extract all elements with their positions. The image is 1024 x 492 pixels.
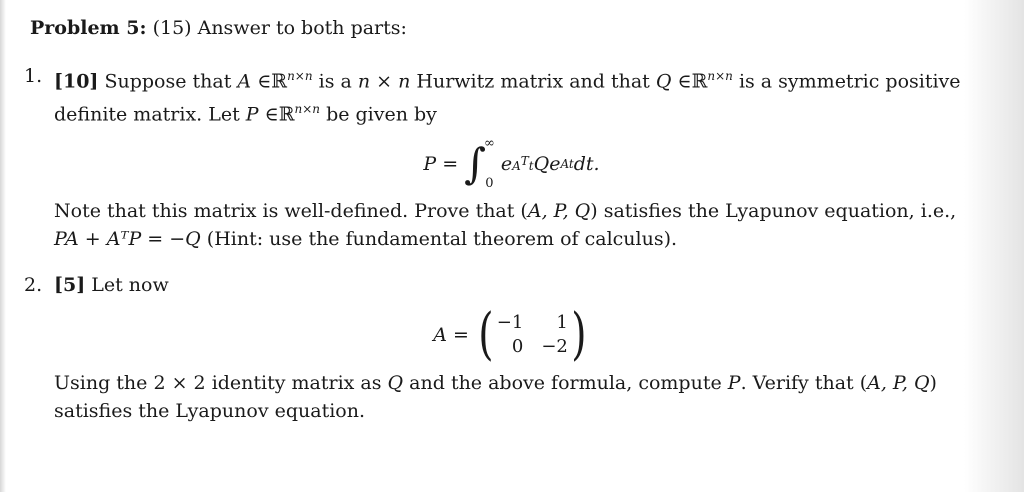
part-2-number: 2. [24, 273, 43, 296]
part-1-number: 1. [24, 65, 43, 87]
part-1-points: [10] [54, 70, 99, 93]
part-1-text: Hurwitz matrix and that [416, 70, 650, 93]
part-2 [24, 271, 969, 425]
matrix-equals: = [453, 323, 469, 346]
note-text: ) satisfies the Lyapunov equation, i.e., [590, 199, 957, 222]
math-dimension: n×n [294, 102, 321, 117]
right-page-shadow [964, 0, 1024, 492]
part-1 [24, 62, 969, 253]
math-a: A [237, 70, 252, 93]
note-tuple: A, P, Q [527, 199, 591, 222]
math-n-cross-n: n × n [357, 70, 411, 93]
math-dimension: n×n [287, 69, 313, 83]
part-1-text: is a [318, 70, 352, 93]
math-reals: ℝ [271, 70, 288, 93]
matrix-cell: 1 [556, 311, 568, 333]
part-2-text: Using the [54, 371, 148, 394]
matrix-cell: −1 [496, 311, 524, 333]
part-1-text: is a symmetric positive definite matrix. Let [54, 70, 961, 126]
part-1-text: Suppose that [104, 70, 232, 93]
matrix-a [475, 301, 590, 367]
exp-1-a: A [512, 159, 521, 174]
exp-base-2: e [549, 152, 561, 175]
problem-heading [30, 14, 969, 42]
formula-dt: dt. [573, 152, 600, 175]
formula-lhs: P [423, 152, 437, 175]
part-1-text: be given by [326, 103, 437, 126]
left-page-shadow [0, 0, 6, 492]
integral-upper-limit: ∞ [484, 135, 495, 151]
part-2-points: [5] [54, 273, 86, 296]
math-reals: ℝ [691, 70, 708, 93]
math-in: ∈ [264, 103, 279, 126]
math-dimension: n×n [707, 69, 733, 83]
hint-text: (Hint: use the fundamental theorem of calculus). [206, 227, 678, 250]
part-1-statement [54, 62, 969, 129]
part-1-note [54, 197, 969, 253]
lyapunov-equation: PA + AᵀP = −Q [54, 227, 201, 250]
matrix-cells [497, 312, 568, 358]
part-2-statement [54, 369, 969, 425]
integral-lower-limit: 0 [485, 175, 494, 191]
exp-2: At [560, 156, 574, 171]
math-p: P [727, 371, 741, 394]
part-2-text: ) satisfies the Lyapunov equation. [54, 371, 937, 422]
integral-expression [464, 137, 599, 191]
part-2-intro [54, 271, 969, 299]
problem-content [24, 14, 969, 425]
integral-formula [54, 137, 969, 191]
note-text: Note that this matrix is well-defined. Prove that ( [54, 199, 528, 222]
left-paren: ( [478, 301, 494, 367]
right-paren: ) [571, 301, 587, 367]
exp-1-t: t [528, 159, 534, 174]
math-q: Q [655, 70, 672, 93]
integral-limits [484, 137, 495, 191]
problem-instruction: (15) Answer to both parts: [152, 17, 407, 39]
problem-label: Problem 5: [30, 17, 147, 39]
matrix-definition [54, 301, 969, 367]
matrix-lhs: A [433, 323, 447, 346]
formula-q: Q [533, 152, 550, 175]
math-reals: ℝ [278, 103, 295, 126]
matrix-size: 2 × 2 [153, 371, 206, 394]
math-q: Q [387, 371, 404, 394]
math-in: ∈ [257, 70, 272, 93]
tuple-apq: A, P, Q [867, 371, 930, 394]
matrix-cell: −2 [541, 335, 568, 357]
exp-base-1: e [500, 152, 513, 175]
math-in: ∈ [677, 70, 692, 93]
math-p: P [245, 103, 259, 126]
part-2-text: . Verify that ( [740, 371, 868, 394]
transpose-symbol: T [520, 154, 529, 169]
part-2-text: and the above formula, compute [409, 371, 722, 394]
formula-equals: = [442, 152, 459, 175]
part-2-text: identity matrix as [211, 371, 382, 394]
integral-sign: ∫ [464, 138, 487, 188]
matrix-cell: 0 [511, 335, 524, 357]
part-2-intro-text: Let now [91, 273, 169, 296]
